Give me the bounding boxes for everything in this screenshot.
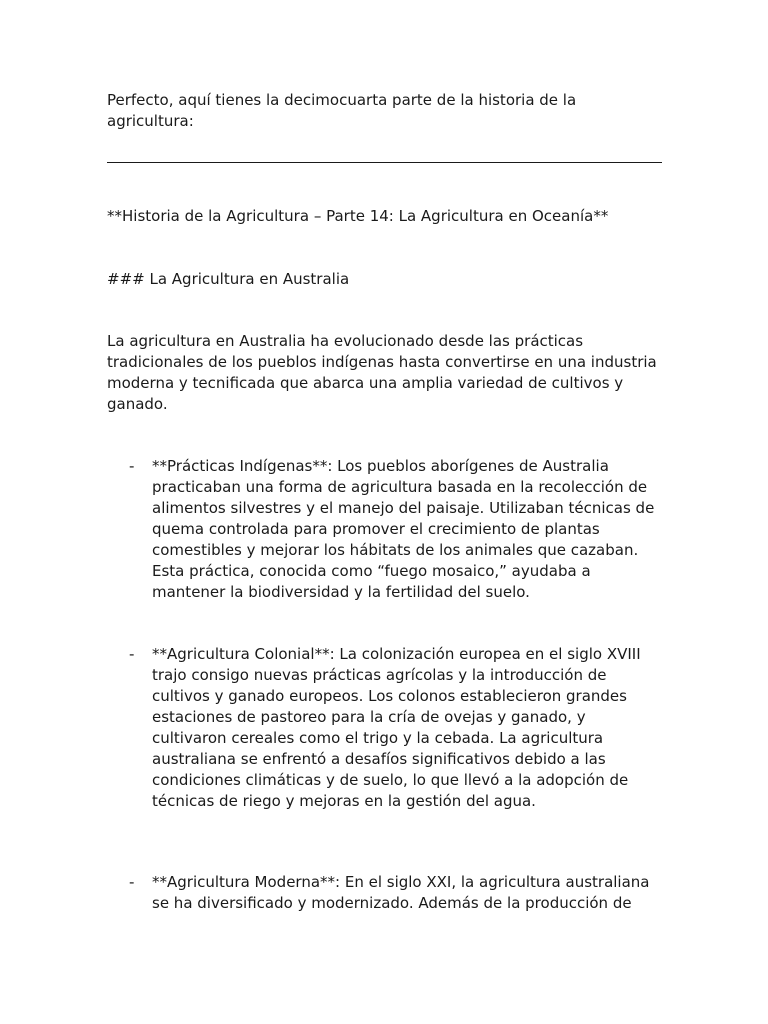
- bullet-marker: -: [129, 873, 135, 891]
- horizontal-rule: [107, 162, 662, 163]
- bullet-marker: -: [129, 457, 135, 475]
- list-item: [107, 644, 663, 812]
- list-item-text: **Agricultura Colonial**: La colonización europea en el siglo XVIII trajo consigo nuevas prácticas agrícolas y la introducción de cultivos y ganado europeos. Los colonos establecieron grandes estaciones de pastoreo para la cría de ovejas y ganado, y cultivaron cereales como el trigo y la cebada. La agricultura australiana se enfrentó a desafíos significativos debido a las condiciones climáticas y de suelo, lo que llevó a la adopción de técnicas de riego y mejoras en la gestión del agua.: [152, 645, 641, 810]
- intro-paragraph: Perfecto, aquí tienes la decimocuarta parte de la historia de la agricultura:: [107, 91, 577, 130]
- document-title: **Historia de la Agricultura – Parte 14: La Agricultura en Oceanía**: [107, 207, 609, 225]
- list-item-text: **Prácticas Indígenas**: Los pueblos aborígenes de Australia practicaban una forma de agricultura basada en la recolección de alimentos silvestres y el manejo del paisaje. Utilizaban técnicas de quema controlada para promover el crecimiento de plantas comestibles y mejorar los hábitats de los animales que cazaban. Esta práctica, conocida como “fuego mosaico,” ayudaba a mantener la biodiversidad y la fertilidad del suelo.: [152, 457, 655, 601]
- list-item: [107, 872, 663, 914]
- body-paragraph: La agricultura en Australia ha evolucionado desde las prácticas tradicionales de los pueblos indígenas hasta convertirse en una industria moderna y tecnificada que abarca una amplia variedad de cultivos y ganado.: [107, 332, 657, 413]
- list-item: [107, 456, 663, 603]
- bullet-marker: -: [129, 645, 135, 663]
- list-item-text: **Agricultura Moderna**: En el siglo XXI, la agricultura australiana se ha diversificado y modernizado. Además de la producción de: [152, 873, 650, 912]
- section-heading: ### La Agricultura en Australia: [107, 270, 350, 288]
